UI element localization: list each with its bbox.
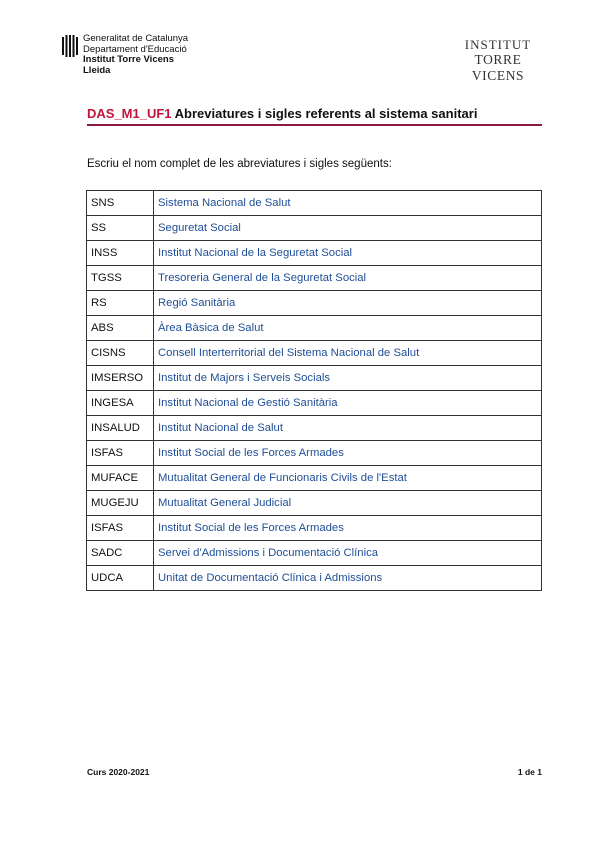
footer-course: Curs 2020-2021 [87, 767, 150, 777]
full-name-cell: Mutualitat General de Funcionaris Civils de l'Estat [154, 466, 542, 491]
full-name-cell: Institut Nacional de Gestió Sanitària [154, 391, 542, 416]
abbreviation-cell: SNS [87, 191, 154, 216]
table-row [87, 291, 542, 316]
table-row [87, 341, 542, 366]
full-name-cell: Unitat de Documentació Clínica i Admissions [154, 566, 542, 591]
title-text: Abreviatures i sigles referents al sistema sanitari [174, 106, 478, 121]
abbreviation-cell: INSALUD [87, 416, 154, 441]
table-row [87, 191, 542, 216]
full-name-cell: Tresoreria General de la Seguretat Social [154, 266, 542, 291]
school-city: Lleida [83, 64, 111, 76]
table-row [87, 216, 542, 241]
school-name: Institut Torre Vicens [83, 54, 174, 65]
abbreviation-cell: SADC [87, 541, 154, 566]
full-name-cell: Àrea Bàsica de Salut [154, 316, 542, 341]
abbreviations-table [86, 190, 542, 591]
full-name-cell: Sistema Nacional de Salut [154, 191, 542, 216]
abbreviation-cell: ABS [87, 316, 154, 341]
full-name-cell: Institut Social de les Forces Armades [154, 441, 542, 466]
table-row [87, 391, 542, 416]
abbreviation-cell: CISNS [87, 341, 154, 366]
generalitat-emblem-icon [62, 35, 78, 57]
instruction-text: Escriu el nom complet de les abreviatures i sigles següents: [87, 158, 392, 170]
table-row [87, 541, 542, 566]
abbreviation-cell: SS [87, 216, 154, 241]
table-row [87, 266, 542, 291]
full-name-cell: Institut Nacional de Salut [154, 416, 542, 441]
abbreviations-table-body [87, 191, 542, 591]
full-name-cell: Institut Social de les Forces Armades [154, 516, 542, 541]
abbreviation-cell: INGESA [87, 391, 154, 416]
table-row [87, 366, 542, 391]
header-text [83, 34, 188, 76]
abbreviation-cell: TGSS [87, 266, 154, 291]
table-row [87, 466, 542, 491]
institut-logo [448, 38, 548, 84]
abbreviation-cell: RS [87, 291, 154, 316]
table-row [87, 316, 542, 341]
full-name-cell: Institut Nacional de la Seguretat Social [154, 241, 542, 266]
table-row [87, 566, 542, 591]
institut-logo-line-1: INSTITUT [464, 37, 532, 52]
table-row [87, 441, 542, 466]
page-title [87, 106, 542, 126]
abbreviation-cell: ISFAS [87, 441, 154, 466]
abbreviation-cell: IMSERSO [87, 366, 154, 391]
full-name-cell: Seguretat Social [154, 216, 542, 241]
table-row [87, 516, 542, 541]
gen-line-2: Departament d'Educació [83, 43, 187, 55]
table-row [87, 491, 542, 516]
full-name-cell: Servei d'Admissions i Documentació Clínica [154, 541, 542, 566]
full-name-cell: Institut de Majors i Serveis Socials [154, 366, 542, 391]
abbreviation-cell: MUFACE [87, 466, 154, 491]
table-row [87, 416, 542, 441]
abbreviation-cell: MUGEJU [87, 491, 154, 516]
abbreviation-cell: INSS [87, 241, 154, 266]
title-code: DAS_M1_UF1 [87, 106, 172, 121]
generalitat-logo [62, 34, 188, 76]
full-name-cell: Consell Interterritorial del Sistema Nacional de Salut [154, 341, 542, 366]
full-name-cell: Mutualitat General Judicial [154, 491, 542, 516]
footer-page-number: 1 de 1 [517, 767, 542, 777]
abbreviation-cell: ISFAS [87, 516, 154, 541]
table-row [87, 241, 542, 266]
institut-logo-line-2: TORRE VICENS [471, 52, 525, 83]
abbreviation-cell: UDCA [87, 566, 154, 591]
gen-line-1: Generalitat de Catalunya [83, 33, 189, 44]
full-name-cell: Regió Sanitària [154, 291, 542, 316]
